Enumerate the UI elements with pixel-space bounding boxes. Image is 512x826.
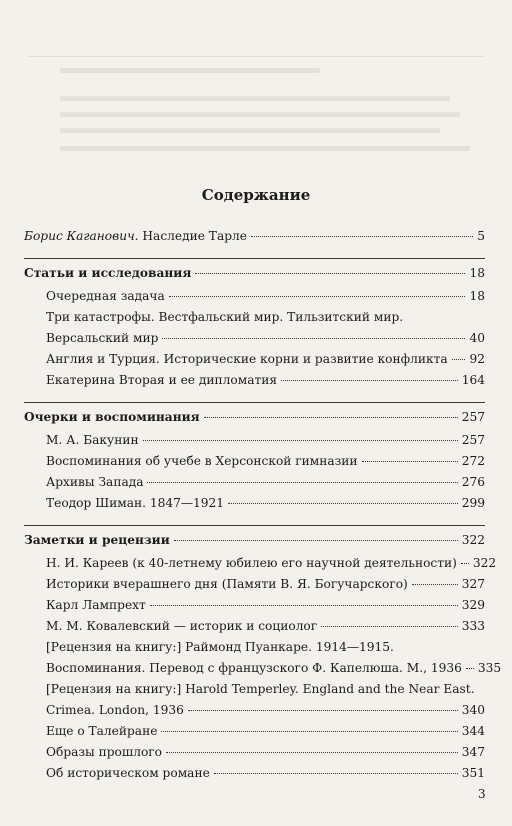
toc-entry-title	[46, 574, 408, 595]
toc-page-number: 333	[461, 619, 485, 633]
toc-entry[interactable]	[24, 451, 485, 472]
toc-entry[interactable]	[24, 493, 485, 514]
dot-leader	[169, 296, 466, 297]
toc-page-number: 340	[461, 703, 485, 717]
toc-entry-title	[46, 700, 184, 721]
toc-entry[interactable]	[24, 370, 485, 391]
section-title-text: Очерки и воспоминания	[24, 410, 200, 424]
section-title-text: Заметки и рецензии	[24, 533, 170, 547]
dot-leader	[150, 605, 458, 606]
toc-entry-title	[46, 451, 358, 472]
toc-entry[interactable]	[24, 328, 485, 349]
dot-leader	[281, 380, 458, 381]
toc-page-number: 347	[461, 745, 485, 759]
dot-leader	[452, 359, 466, 360]
toc-entry-intro[interactable]	[24, 226, 485, 247]
toc-entry-text: М. М. Ковалевский — историк и социолог	[46, 619, 318, 633]
dot-leader	[147, 482, 457, 483]
toc-entry-text: Теодор Шиман. 1847—1921	[46, 496, 225, 510]
toc-page-number: 351	[461, 766, 485, 780]
toc-entry-title	[46, 742, 162, 763]
toc-entry[interactable]	[24, 658, 502, 679]
toc-page-number: 322	[461, 533, 485, 547]
toc-entry-title	[24, 226, 247, 247]
toc-entry-text: Версальский мир	[46, 331, 159, 345]
toc-entry-text: Карл Лампрехт	[46, 598, 146, 612]
toc-page-number: 164	[461, 373, 485, 387]
toc-entry-text: М. А. Бакунин	[46, 433, 139, 447]
toc-entry[interactable]	[24, 349, 485, 370]
toc-entry-text: Екатерина Вторая и ее дипломатия	[46, 373, 278, 387]
dot-leader	[166, 752, 458, 753]
section-divider	[24, 525, 485, 526]
toc-page-number: 40	[469, 331, 485, 345]
toc-entry-text: Н. И. Кареев (к 40-летнему юбилею его научной деятельности)	[46, 556, 457, 570]
toc-page-number: 344	[461, 724, 485, 738]
toc-entry-text: Архивы Запада	[46, 475, 144, 489]
toc-page-number: 272	[461, 454, 485, 468]
page-title: Содержание	[201, 186, 311, 204]
toc-entry[interactable]	[24, 616, 485, 637]
toc-entry-title	[46, 616, 317, 637]
toc-entry-title	[46, 286, 165, 307]
toc-page-number: 257	[461, 410, 485, 424]
toc-entry-title	[46, 595, 146, 616]
toc-entry[interactable]	[24, 472, 485, 493]
dot-leader	[466, 668, 474, 669]
toc-entry[interactable]	[24, 763, 485, 784]
dot-leader	[321, 626, 458, 627]
toc-section-heading[interactable]	[24, 263, 485, 284]
page-number: 3	[478, 787, 486, 801]
toc-entry[interactable]	[24, 286, 485, 307]
toc-entry-title	[46, 430, 139, 451]
toc-page-number: 5	[477, 229, 485, 243]
toc-entry-text: Образы прошлого	[46, 745, 163, 759]
toc-entry[interactable]	[24, 430, 485, 451]
toc-page-number: 299	[461, 496, 485, 510]
toc-entry-text: Crimea. London, 1936	[46, 703, 184, 717]
toc-page-number: 329	[461, 598, 485, 612]
toc-entry-text: Очередная задача	[46, 289, 165, 303]
dot-leader	[214, 773, 458, 774]
toc-entry[interactable]	[24, 721, 485, 742]
section-title-text: Статьи и исследования	[24, 266, 192, 280]
dot-leader	[195, 273, 465, 274]
toc-page-number: 257	[461, 433, 485, 447]
toc-entry-title	[46, 472, 143, 493]
toc-entry-title	[46, 493, 224, 514]
toc-entry-first-line: [Рецензия на книгу:] Раймонд Пуанкаре. 1914—1915.	[46, 640, 394, 654]
dot-leader	[161, 731, 457, 732]
toc-page-number: 18	[469, 289, 485, 303]
toc-entry[interactable]	[24, 574, 485, 595]
dot-leader	[188, 710, 458, 711]
toc-entry[interactable]	[24, 742, 485, 763]
dot-leader	[461, 563, 469, 564]
table-of-contents	[24, 226, 502, 784]
dot-leader	[143, 440, 458, 441]
dot-leader	[228, 503, 458, 504]
toc-page-number: 322	[472, 556, 497, 570]
toc-entry-text: Англия и Турция. Исторические корни и развитие конфликта	[46, 352, 448, 366]
section-divider	[24, 258, 485, 259]
toc-entry-title	[46, 370, 277, 391]
toc-section-heading[interactable]	[24, 407, 485, 428]
toc-entry-first-line: [Рецензия на книгу:] Harold Temperley. England and the Near East.	[46, 682, 475, 696]
toc-entry-text: Воспоминания об учебе в Херсонской гимназии	[46, 454, 358, 468]
toc-entry-title	[46, 349, 448, 370]
toc-entry[interactable]	[24, 595, 485, 616]
toc-page-number: 335	[477, 661, 502, 675]
toc-entry-text: Воспоминания. Перевод с французского Ф. Капелюша. М., 1936	[46, 661, 462, 675]
toc-entry-text: Об историческом романе	[46, 766, 210, 780]
toc-page-number: 92	[469, 352, 485, 366]
intro-author: Борис Каганович.	[24, 229, 139, 243]
toc-page-number: 18	[469, 266, 485, 280]
section-title	[24, 530, 170, 551]
section-title	[24, 263, 191, 284]
toc-page-number: 276	[461, 475, 485, 489]
toc-entry-title	[46, 763, 210, 784]
toc-entry-title	[46, 721, 157, 742]
toc-entry-first-line: Три катастрофы. Вестфальский мир. Тильзитский мир.	[46, 310, 404, 324]
dot-leader	[174, 540, 458, 541]
dot-leader	[362, 461, 458, 462]
toc-entry-title	[46, 658, 462, 679]
section-title	[24, 407, 200, 428]
toc-entry-text: Историки вчерашнего дня (Памяти В. Я. Богучарского)	[46, 577, 408, 591]
dot-leader	[204, 417, 458, 418]
toc-page-number: 327	[461, 577, 485, 591]
toc-entry[interactable]	[24, 700, 485, 721]
bleed-through-text	[0, 0, 512, 160]
toc-entry-text: Еще о Талейране	[46, 724, 158, 738]
toc-section-heading[interactable]	[24, 530, 485, 551]
dot-leader	[412, 584, 458, 585]
toc-entry[interactable]	[24, 553, 497, 574]
intro-title: Наследие Тарле	[142, 229, 247, 243]
toc-entry-title	[46, 553, 457, 574]
dot-leader	[162, 338, 465, 339]
toc-entry-title	[46, 328, 158, 349]
section-divider	[24, 402, 485, 403]
dot-leader	[251, 236, 473, 237]
